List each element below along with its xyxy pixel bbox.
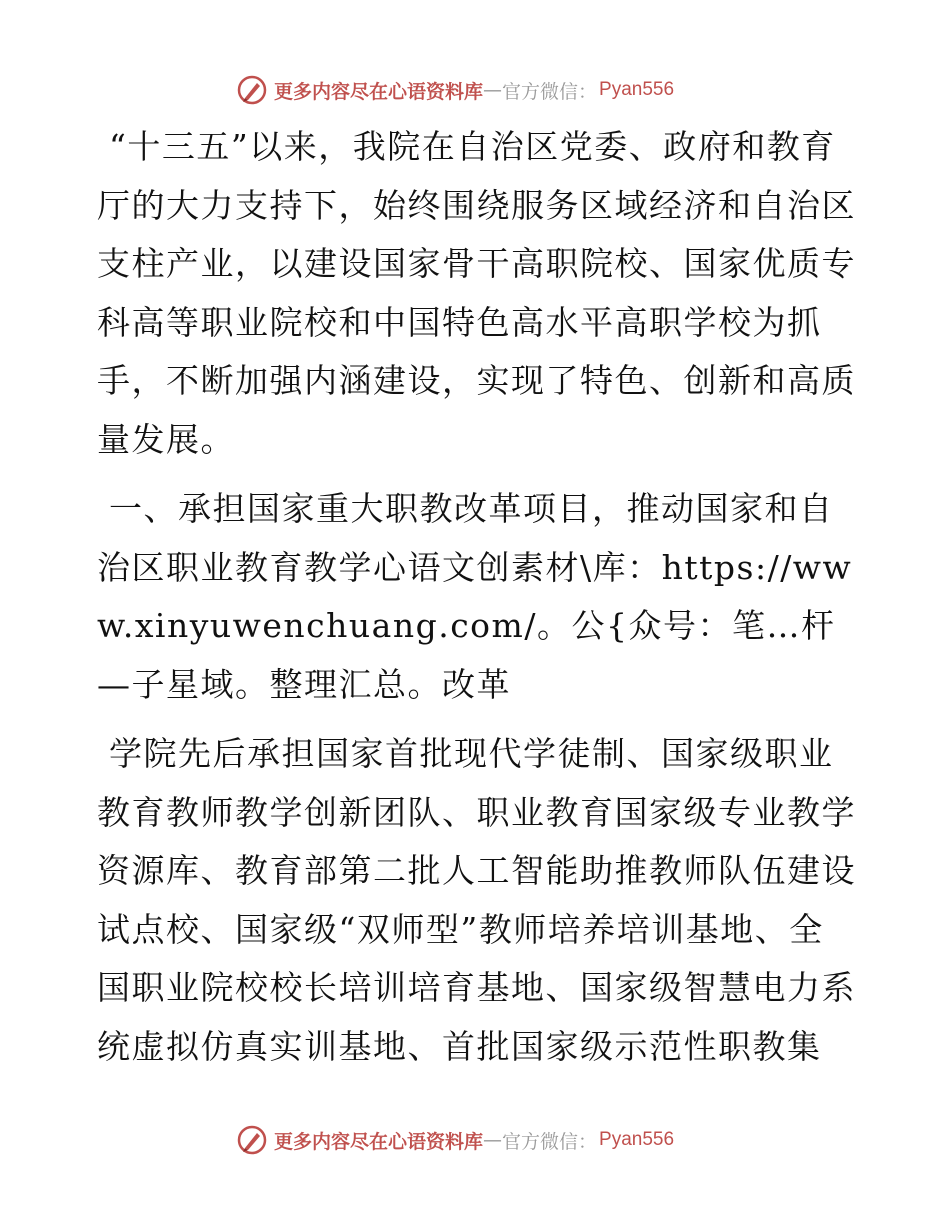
document-body xyxy=(97,118,857,1076)
pen-circle-logo-icon xyxy=(236,74,268,106)
brand-text: 更多内容尽在心语资料库 xyxy=(274,1130,484,1153)
footer-watermark-banner xyxy=(236,1123,674,1157)
separator-dash: — xyxy=(483,1129,503,1151)
pen-circle-logo-icon xyxy=(236,1124,268,1156)
wechat-label: 官方微信： xyxy=(502,1130,598,1153)
brand-text: 更多内容尽在心语资料库 xyxy=(274,80,484,103)
paragraph-section-heading: 一、承担国家重大职教改革项目，推动国家和自治区职业教育教学心语文创素材\库：https://www.xinyuwenchuang.com/。公{众号：笔…杆—子星域。整理汇总。改革 xyxy=(97,489,853,704)
wechat-label: 官方微信： xyxy=(502,80,598,103)
wechat-id: Pyan556 xyxy=(599,1129,675,1150)
paragraph-projects: 学院先后承担国家首批现代学徒制、国家级职业教育教师教学创新团队、职业教育国家级专业教学资源库、教育部第二批人工智能助推教师队伍建设试点校、国家级“双师型”教师培养培训基地、全国职业院校校长培训培育基地、国家级智慧电力系统虚拟仿真实训基地、首批国家级示范性职教集 xyxy=(97,734,856,1066)
separator-dash: — xyxy=(483,79,503,101)
header-watermark-banner xyxy=(236,73,674,107)
paragraph-intro: “十三五”以来，我院在自治区党委、政府和教育厅的大力支持下，始终围绕服务区域经济和自治区支柱产业，以建设国家骨干高职院校、国家优质专科高等职业院校和中国特色高水平高职学校为抓手，不断加强内涵建设，实现了特色、创新和高质量发展。 xyxy=(97,127,856,459)
wechat-id: Pyan556 xyxy=(599,79,675,100)
